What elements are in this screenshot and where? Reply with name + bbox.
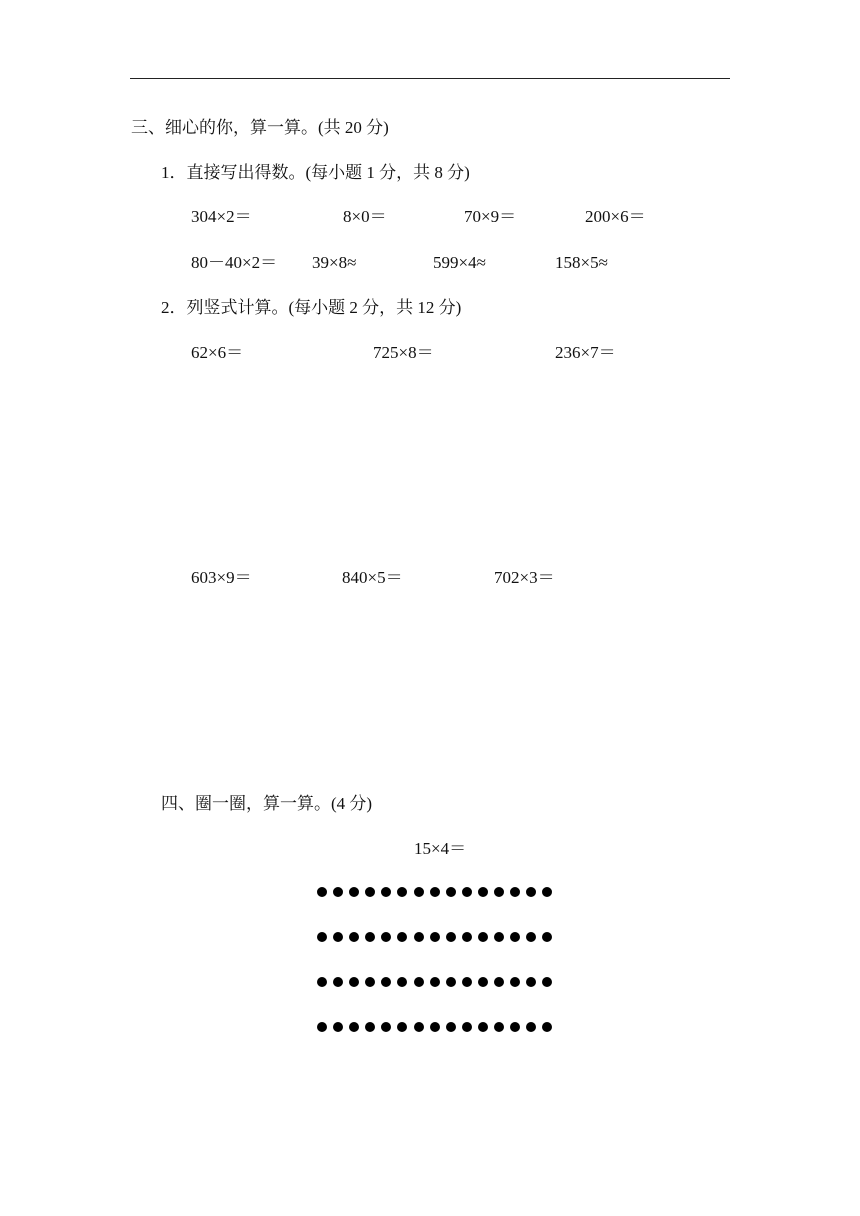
dot xyxy=(317,932,327,942)
problem-158x5: 158×5≈ xyxy=(555,253,608,272)
dot xyxy=(349,977,359,987)
dot xyxy=(430,977,440,987)
dot xyxy=(333,932,343,942)
dot-row xyxy=(317,887,552,897)
dot xyxy=(446,932,456,942)
dot xyxy=(462,887,472,897)
dot xyxy=(478,977,488,987)
dot xyxy=(381,932,391,942)
dot xyxy=(430,887,440,897)
dot xyxy=(478,1022,488,1032)
dot xyxy=(333,977,343,987)
dot xyxy=(462,1022,472,1032)
dot xyxy=(397,1022,407,1032)
dot xyxy=(542,932,552,942)
dot xyxy=(542,1022,552,1032)
dot xyxy=(381,1022,391,1032)
dot xyxy=(542,887,552,897)
dot xyxy=(542,977,552,987)
dot xyxy=(381,977,391,987)
equation-15x4: 15×4＝ xyxy=(414,839,467,858)
dot xyxy=(446,1022,456,1032)
problem-840x5: 840×5＝ xyxy=(342,568,403,587)
dot xyxy=(510,887,520,897)
dot xyxy=(494,977,504,987)
dot xyxy=(494,1022,504,1032)
dot-row xyxy=(317,977,552,987)
dot xyxy=(317,977,327,987)
dot xyxy=(526,887,536,897)
dot xyxy=(397,977,407,987)
dot xyxy=(349,887,359,897)
dot xyxy=(414,932,424,942)
dot xyxy=(478,932,488,942)
dot xyxy=(462,932,472,942)
dot xyxy=(462,977,472,987)
dot xyxy=(494,887,504,897)
dot xyxy=(526,1022,536,1032)
dot xyxy=(365,1022,375,1032)
header-rule xyxy=(130,78,730,79)
problem-725x8: 725×8＝ xyxy=(373,343,434,362)
q1-title: 1．直接写出得数。(每小题 1 分，共 8 分) xyxy=(161,163,470,182)
problem-603x9: 603×9＝ xyxy=(191,568,252,587)
dot xyxy=(430,932,440,942)
dot xyxy=(397,932,407,942)
dot xyxy=(365,932,375,942)
q2-title: 2．列竖式计算。(每小题 2 分，共 12 分) xyxy=(161,298,462,317)
problem-39x8: 39×8≈ xyxy=(312,253,357,272)
dot xyxy=(526,977,536,987)
problem-236x7: 236×7＝ xyxy=(555,343,616,362)
dot xyxy=(365,887,375,897)
dot xyxy=(397,887,407,897)
dot xyxy=(381,887,391,897)
problem-80-40x2: 80－40×2＝ xyxy=(191,253,278,272)
dot xyxy=(414,1022,424,1032)
dot xyxy=(349,932,359,942)
dot xyxy=(494,932,504,942)
dot xyxy=(526,932,536,942)
dot xyxy=(317,887,327,897)
problem-599x4: 599×4≈ xyxy=(433,253,486,272)
problem-62x6: 62×6＝ xyxy=(191,343,244,362)
problem-70x9: 70×9＝ xyxy=(464,207,517,226)
dot xyxy=(510,1022,520,1032)
dot xyxy=(414,977,424,987)
problem-200x6: 200×6＝ xyxy=(585,207,646,226)
dot xyxy=(333,1022,343,1032)
section3-title: 三、细心的你，算一算。(共 20 分) xyxy=(131,118,389,137)
dot xyxy=(510,977,520,987)
dot xyxy=(446,887,456,897)
dot-row xyxy=(317,1022,552,1032)
dot xyxy=(478,887,488,897)
dot xyxy=(414,887,424,897)
dot xyxy=(430,1022,440,1032)
problem-702x3: 702×3＝ xyxy=(494,568,555,587)
problem-8x0: 8×0＝ xyxy=(343,207,387,226)
dot-row xyxy=(317,932,552,942)
dot xyxy=(317,1022,327,1032)
dot xyxy=(365,977,375,987)
problem-304x2: 304×2＝ xyxy=(191,207,252,226)
dot xyxy=(446,977,456,987)
section4-title: 四、圈一圈，算一算。(4 分) xyxy=(161,794,373,813)
dot xyxy=(510,932,520,942)
dot xyxy=(333,887,343,897)
dot xyxy=(349,1022,359,1032)
